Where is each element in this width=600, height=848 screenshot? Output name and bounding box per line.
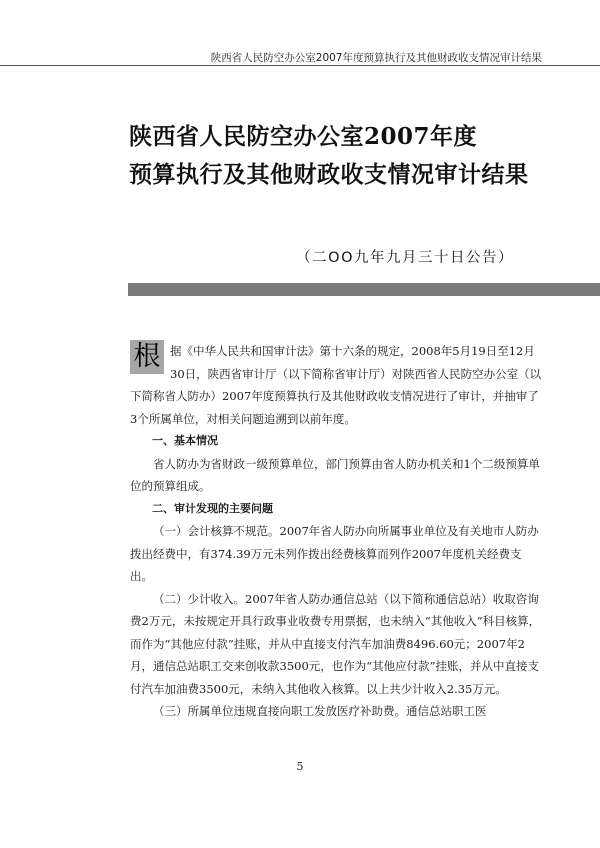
drop-cap: 根 xyxy=(130,340,164,374)
section-heading-2: 二、审计发现的主要问题 xyxy=(152,501,273,515)
issue-item-3: （三）所属单位违规直接向职工发放医疗补助费。通信总站职工医 xyxy=(153,704,487,718)
announcement-date: （二OO九年九月三十日公告） xyxy=(296,250,514,266)
title-line-2: 预算执行及其他财政收支情况审计结果 xyxy=(129,161,529,188)
page-number: 5 xyxy=(296,760,304,773)
decorative-band xyxy=(128,283,600,296)
section-1-paragraph: 省人防办为省财政一级预算单位，部门预算由省人防办机关和1个二级预算单位的预算组成。 xyxy=(130,456,540,493)
issue-item-1: （一）会计核算不规范。2007年省人防办向所属事业单位及有关地市人防办拨出经费中，有374.39万元未列作拨出经费核算而列作2007年度机关经费支出。 xyxy=(130,524,539,583)
running-header: 陕西省人民防空办公室2007年度预算执行及其他财政收支情况审计结果 xyxy=(210,52,542,64)
body-text xyxy=(130,340,542,723)
intro-paragraph xyxy=(130,340,542,430)
title-line-1: 陕西省人民防空办公室2007年度 xyxy=(129,123,478,150)
issue-item-2: （二）少计收入。2007年省人防办通信总站（以下简称通信总站）收取咨询费2万元，未按规定开具行政事业收费专用票据，也未纳入“其他收入”科目核算，而作为“其他应付款”挂账，并从中直接支付汽车加油费8496.60元；2007年2月，通信总站职工交来创收款3500元，也作为“其他应付款”挂账，并从中直接支付汽车加油费3500元，未纳入其他收入核算。以上共少计收入2.35万元。 xyxy=(130,591,541,696)
document-title xyxy=(129,118,529,194)
header-rule xyxy=(0,65,600,66)
section-heading-1: 一、基本情况 xyxy=(152,434,218,447)
intro-text: 据《中华人民共和国审计法》第十六条的规定，2008年5月19日至12月30日，陕西省审计厅（以下简称省审计厅）对陕西省人民防空办公室（以下简称省人防办）2007年度预算执行及其他财政收支情况进行了审计，并抽审了3个所属单位，对相关问题追溯到以前年度。 xyxy=(130,344,542,426)
